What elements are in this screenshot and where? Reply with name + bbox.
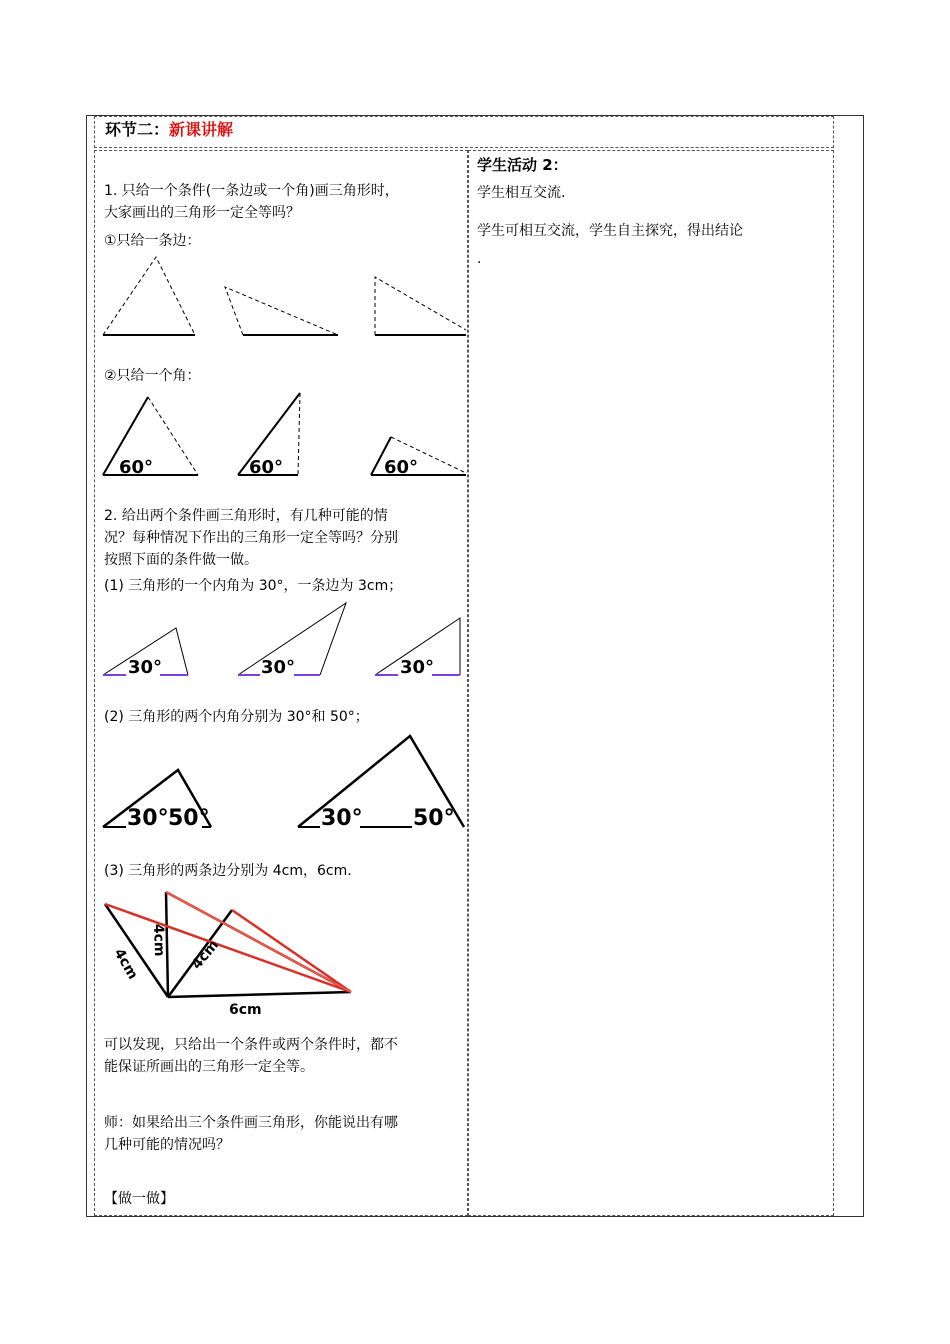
student-activity-heading: 学生活动 2： <box>477 156 568 174</box>
section-title <box>105 118 233 142</box>
sub3-label: (3) 三角形的两条边分别为 4cm，6cm. <box>104 863 352 879</box>
teacher-line1: 师：如果给出三个条件画三角形，你能说出有哪 <box>104 1115 398 1131</box>
length-label-4cm: 4cm <box>188 937 223 973</box>
one-side-triangles-figure <box>98 250 468 345</box>
length-label-6cm: 6cm <box>229 1002 262 1018</box>
angle-label-30: 30° <box>261 657 296 678</box>
angle-label-50: 50° <box>413 806 455 831</box>
length-label-4cm: 4cm <box>150 923 168 957</box>
angle-label-30: 30° <box>400 657 435 678</box>
closing-side-highlight <box>166 892 351 992</box>
angle-label-60: 60° <box>249 457 284 478</box>
section-label: 环节二： <box>105 120 170 139</box>
q2-line3: 按照下面的条件做一做。 <box>104 552 258 568</box>
closing-side-dashed <box>148 397 198 475</box>
sub2-label: (2) 三角形的两个内角分别为 30°和 50°； <box>104 709 369 725</box>
closing-side-dashed <box>298 393 300 475</box>
student-column <box>468 150 834 1216</box>
angle-label-30: 30° <box>128 657 163 678</box>
two-sides-triangles-figure <box>98 884 368 1024</box>
q2-line2: 况？每种情况下作出的三角形一定全等吗？分别 <box>104 530 398 546</box>
q1-line1: 1. 只给一个条件(一条边或一个角)画三角形时， <box>104 183 399 199</box>
angle-label-30: 30° <box>127 806 169 831</box>
section-highlight: 新课讲解 <box>169 120 234 139</box>
angle-label-50: 50° <box>168 806 210 831</box>
closing-side-red <box>232 910 351 992</box>
q1-line2: 大家画出的三角形一定全等吗？ <box>104 205 300 221</box>
triangle-b-dashed <box>225 287 338 335</box>
q2-line1: 2. 给出两个条件画三角形时，有几种可能的情 <box>104 508 388 524</box>
student-line1: 学生相互交流. <box>477 185 566 201</box>
one-angle-triangles-figure <box>98 385 468 480</box>
case2-label: ②只给一个角： <box>104 368 201 384</box>
do-it-label: 【做一做】 <box>104 1191 174 1207</box>
sub1-label: (1) 三角形的一个内角为 30°，一条边为 3cm； <box>104 578 403 594</box>
angle-label-60: 60° <box>119 457 154 478</box>
student-line3: . <box>477 251 482 267</box>
case1-label: ①只给一条边： <box>104 233 201 249</box>
two-angles-triangles-figure <box>98 730 468 835</box>
length-label-4cm: 4cm <box>110 946 141 983</box>
conclusion-line1: 可以发现，只给出一个条件或两个条件时，都不 <box>104 1037 398 1053</box>
angle-side-triangles-figure <box>98 598 468 683</box>
side-6cm <box>168 992 351 997</box>
angle-label-60: 60° <box>384 457 419 478</box>
triangle-a-dashed <box>103 257 195 335</box>
angle-label-30: 30° <box>321 806 363 831</box>
triangle-c-dashed <box>375 277 466 335</box>
conclusion-line2: 能保证所画出的三角形一定全等。 <box>104 1059 314 1075</box>
student-line2: 学生可相互交流，学生自主探究，得出结论 <box>477 223 743 239</box>
teacher-line2: 几种可能的情况吗？ <box>104 1137 230 1153</box>
